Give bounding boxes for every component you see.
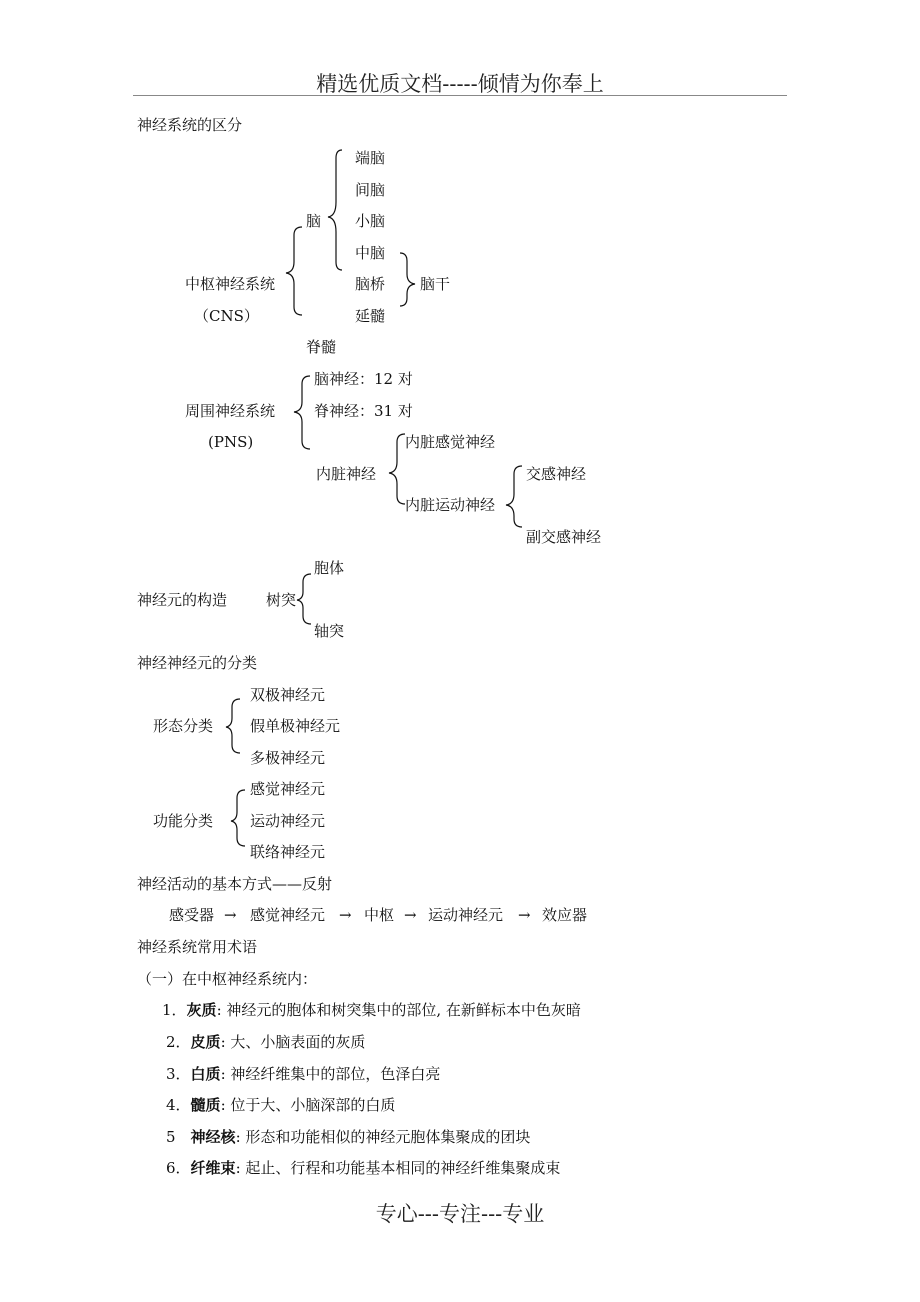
terms-subtitle: （一）在中枢神经系统内： (137, 970, 318, 988)
term-definition: : 起止、行程和功能基本相同的神经纤维集聚成束 (235, 1159, 561, 1177)
parasympathetic-label: 副交感神经 (526, 528, 602, 546)
term-number: 1． (162, 1001, 187, 1019)
neuron-part-item: 胞体 (314, 559, 345, 577)
cns-label: 中枢神经系统 (185, 275, 276, 293)
reflex-chain-item: 感受器 (169, 906, 215, 924)
term-name: 灰质 (186, 1001, 217, 1019)
spinal-nerves-label: 脊神经：31 对 (314, 402, 413, 420)
section-title-nervous-system-division: 神经系统的区分 (137, 116, 243, 134)
brain-part-item: 中脑 (355, 244, 386, 262)
func-item: 感觉神经元 (250, 780, 326, 798)
neuron-part-item: 轴突 (314, 622, 345, 640)
visceral-nerves-label: 内脏神经 (316, 465, 377, 483)
morph-bracket (226, 699, 240, 753)
term-row (162, 1001, 581, 1019)
spinal-cord-label: 脊髓 (306, 338, 337, 356)
arrow-icon: → (224, 906, 237, 924)
term-name: 髓质 (190, 1096, 221, 1114)
pns-label: 周围神经系统 (185, 402, 276, 420)
term-row (166, 1128, 530, 1146)
term-definition: : 位于大、小脑深部的白质 (220, 1096, 396, 1114)
term-row (166, 1096, 395, 1114)
classification-title: 神经神经元的分类 (137, 654, 258, 672)
term-row (166, 1065, 440, 1083)
pns-abbr: (PNS) (208, 433, 254, 451)
visceral-motor-bracket (506, 466, 522, 527)
arrow-icon: → (518, 906, 531, 924)
sympathetic-label: 交感神经 (526, 465, 587, 483)
term-name: 纤维束 (190, 1159, 236, 1177)
morph-item: 双极神经元 (250, 686, 326, 704)
brain-part-item: 脑桥 (355, 275, 386, 293)
page-footer: 专心---专注---专业 (375, 1202, 545, 1226)
dendrite-label: 树突 (266, 591, 297, 609)
func-bracket (231, 790, 245, 846)
brain-part-item: 延髓 (355, 307, 386, 325)
reflex-chain-item: 运动神经元 (428, 906, 504, 924)
header-rule (133, 95, 787, 96)
brain-label: 脑 (306, 212, 322, 230)
func-item: 联络神经元 (250, 843, 326, 861)
reflex-chain-item: 感觉神经元 (250, 906, 326, 924)
reflex-chain-item: 中枢 (364, 906, 395, 924)
term-definition: : 神经元的胞体和树突集中的部位, 在新鲜标本中色灰暗 (216, 1001, 581, 1019)
visceral-motor-label: 内脏运动神经 (405, 496, 496, 514)
neuron-structure-title: 神经元的构造 (137, 591, 228, 609)
term-definition: : 大、小脑表面的灰质 (220, 1033, 366, 1051)
brain-part-item: 小脑 (355, 212, 386, 230)
func-label: 功能分类 (153, 812, 214, 830)
term-number: 4． (166, 1096, 191, 1114)
cranial-nerves-label: 脑神经：12 对 (314, 370, 413, 388)
terms-title: 神经系统常用术语 (137, 938, 258, 956)
pns-bracket (294, 376, 310, 449)
visceral-sensory-label: 内脏感觉神经 (405, 433, 496, 451)
func-item: 运动神经元 (250, 812, 326, 830)
term-row (166, 1159, 560, 1177)
term-definition: : 神经纤维集中的部位，色泽白亮 (220, 1065, 441, 1083)
term-name: 皮质 (190, 1033, 221, 1051)
morph-item: 假单极神经元 (250, 717, 341, 735)
term-number: 3． (166, 1065, 191, 1083)
brain-bracket (328, 150, 342, 270)
cns-abbr: （CNS） (194, 307, 259, 325)
term-name: 白质 (190, 1065, 221, 1083)
brain-part-item: 间脑 (355, 181, 386, 199)
term-number: 6． (166, 1159, 191, 1177)
visceral-bracket (389, 434, 405, 504)
neuron-structure-bracket (297, 574, 311, 624)
morph-label: 形态分类 (153, 717, 214, 735)
term-name: 神经核 (190, 1128, 236, 1146)
morph-item: 多极神经元 (250, 749, 326, 767)
term-row (166, 1033, 365, 1051)
arrow-icon: → (339, 906, 352, 924)
cns-bracket (286, 227, 302, 315)
term-definition: : 形态和功能相似的神经元胞体集聚成的团块 (235, 1128, 531, 1146)
term-number: 5 (166, 1128, 191, 1146)
arrow-icon: → (404, 906, 417, 924)
term-number: 2． (166, 1033, 191, 1051)
brainstem-bracket (400, 253, 415, 306)
reflex-chain-item: 效应器 (542, 906, 588, 924)
brainstem-label: 脑干 (420, 275, 451, 293)
brain-part-item: 端脑 (355, 149, 386, 167)
reflex-title: 神经活动的基本方式——反射 (137, 875, 333, 893)
page-header: 精选优质文档-----倾情为你奉上 (316, 72, 604, 96)
